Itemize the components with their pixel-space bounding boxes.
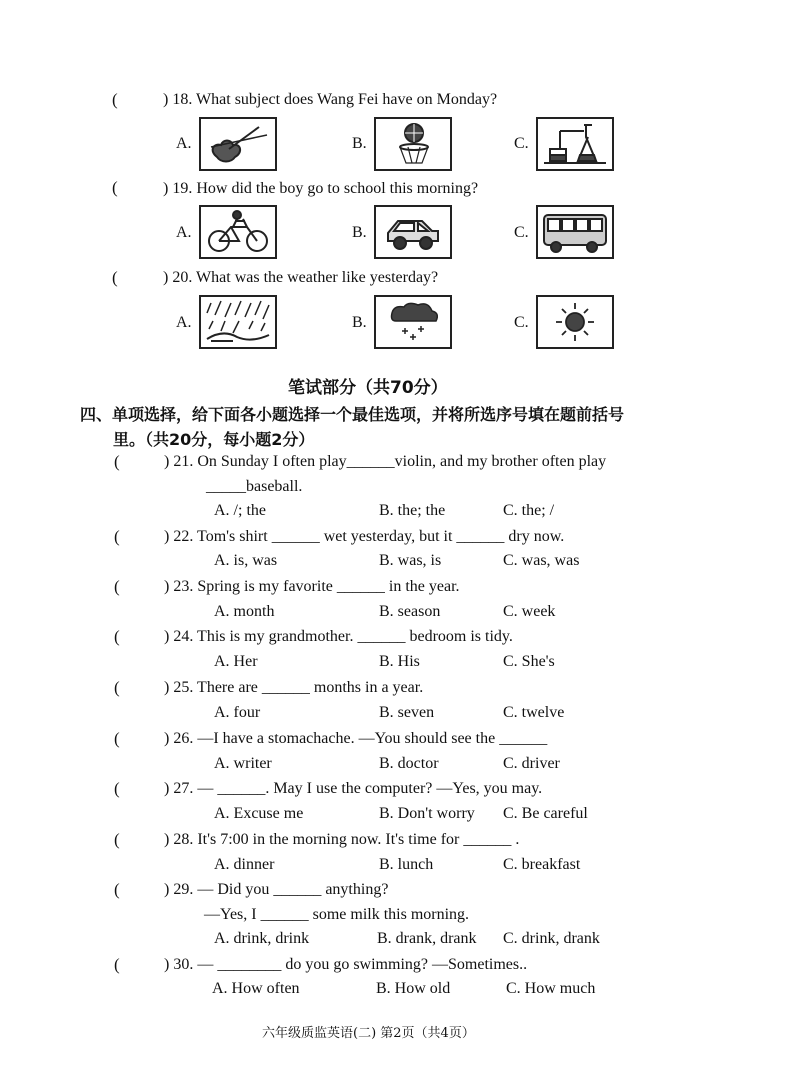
answer-bracket[interactable]: ( xyxy=(114,779,120,798)
question-18: ) 18. What subject does Wang Fei have on Monday? xyxy=(163,91,498,108)
answer-bracket[interactable]: ( xyxy=(114,527,120,546)
answer-bracket[interactable]: ( xyxy=(112,268,118,287)
option-c[interactable]: C. How much xyxy=(506,980,596,997)
answer-bracket[interactable]: ( xyxy=(114,830,120,849)
option-c[interactable]: C. week xyxy=(503,603,556,620)
option-a[interactable]: A. Excuse me xyxy=(214,805,304,822)
question-22: ) 22. Tom's shirt ______ wet yesterday, but it ______ dry now. xyxy=(164,528,565,545)
option-b[interactable]: B. Don't worry xyxy=(379,805,475,822)
option-c[interactable]: C. the; / xyxy=(503,502,555,519)
option-b[interactable]: B. His xyxy=(379,653,420,670)
page-footer: 六年级质监英语(二) 第2页（共4页） xyxy=(262,1026,475,1041)
question-19: ) 19. How did the boy go to school this morning? xyxy=(163,180,479,197)
option-a[interactable]: A. Her xyxy=(214,653,258,670)
question-29: ) 29. — Did you ______ anything? xyxy=(164,881,389,898)
question-25: ) 25. There are ______ months in a year. xyxy=(164,679,424,696)
answer-bracket[interactable]: ( xyxy=(112,178,118,197)
option-label: B. xyxy=(352,135,367,152)
question-21-cont: _____baseball. xyxy=(206,478,303,495)
answer-bracket[interactable]: ( xyxy=(112,90,118,109)
answer-bracket[interactable]: ( xyxy=(114,678,120,697)
option-c[interactable]: C. She's xyxy=(503,653,555,670)
option-c[interactable]: C. breakfast xyxy=(503,856,581,873)
option-a[interactable]: A. writer xyxy=(214,755,272,772)
answer-bracket[interactable]: ( xyxy=(114,577,120,596)
answer-bracket[interactable]: ( xyxy=(114,452,120,471)
option-c[interactable]: C. was, was xyxy=(503,552,580,569)
question-20: ) 20. What was the weather like yesterday? xyxy=(163,269,439,286)
answer-bracket[interactable]: ( xyxy=(114,729,120,748)
question-27: ) 27. — ______. May I use the computer? —Yes, you may. xyxy=(164,780,543,797)
option-a[interactable]: A. /; the xyxy=(214,502,266,519)
answer-bracket[interactable]: ( xyxy=(114,880,120,899)
option-a[interactable]: A. dinner xyxy=(214,856,275,873)
question-30: ) 30. — ________ do you go swimming? —Sometimes.. xyxy=(164,956,528,973)
section-instruction: 四、单项选择，给下面各小题选择一个最佳选项，并将所选序号填在题前括号 xyxy=(80,405,625,424)
lab-flask-icon[interactable] xyxy=(536,117,614,171)
option-a[interactable]: A. How often xyxy=(212,980,300,997)
option-b[interactable]: B. doctor xyxy=(379,755,439,772)
option-c[interactable]: C. drink, drank xyxy=(503,930,600,947)
option-a[interactable]: A. month xyxy=(214,603,275,620)
option-label: A. xyxy=(176,135,192,152)
option-label: B. xyxy=(352,314,367,331)
option-a[interactable]: A. is, was xyxy=(214,552,278,569)
bicycle-icon[interactable] xyxy=(199,205,277,259)
option-b[interactable]: B. How old xyxy=(376,980,451,997)
answer-bracket[interactable]: ( xyxy=(114,955,120,974)
sun-icon[interactable] xyxy=(536,295,614,349)
question-26: ) 26. —I have a stomachache. —You should see the ______ xyxy=(164,730,548,747)
option-b[interactable]: B. was, is xyxy=(379,552,442,569)
violin-icon[interactable] xyxy=(199,117,277,171)
option-label: B. xyxy=(352,224,367,241)
answer-bracket[interactable]: ( xyxy=(114,627,120,646)
written-section-title: 笔试部分（共70分） xyxy=(288,378,448,398)
option-a[interactable]: A. drink, drink xyxy=(214,930,310,947)
option-b[interactable]: B. seven xyxy=(379,704,435,721)
option-b[interactable]: B. season xyxy=(379,603,441,620)
option-b[interactable]: B. the; the xyxy=(379,502,446,519)
question-29-reply: —Yes, I ______ some milk this morning. xyxy=(204,906,470,923)
snow-cloud-icon[interactable] xyxy=(374,295,452,349)
option-label: C. xyxy=(514,224,529,241)
question-21: ) 21. On Sunday I often play______violin, and my brother often play xyxy=(164,453,607,470)
section-instruction-cont: 里。（共20分，每小题2分） xyxy=(113,430,315,449)
option-b[interactable]: B. lunch xyxy=(379,856,434,873)
option-label: A. xyxy=(176,224,192,241)
question-23: ) 23. Spring is my favorite ______ in the year. xyxy=(164,578,460,595)
option-a[interactable]: A. four xyxy=(214,704,261,721)
question-28: ) 28. It's 7:00 in the morning now. It's time for ______ . xyxy=(164,831,520,848)
basketball-hoop-icon[interactable] xyxy=(374,117,452,171)
rain-icon[interactable] xyxy=(199,295,277,349)
option-c[interactable]: C. Be careful xyxy=(503,805,588,822)
option-c[interactable]: C. driver xyxy=(503,755,560,772)
option-label: C. xyxy=(514,314,529,331)
question-24: ) 24. This is my grandmother. ______ bedroom is tidy. xyxy=(164,628,513,645)
option-c[interactable]: C. twelve xyxy=(503,704,565,721)
option-label: C. xyxy=(514,135,529,152)
option-b[interactable]: B. drank, drank xyxy=(377,930,477,947)
car-icon[interactable] xyxy=(374,205,452,259)
option-label: A. xyxy=(176,314,192,331)
bus-icon[interactable] xyxy=(536,205,614,259)
